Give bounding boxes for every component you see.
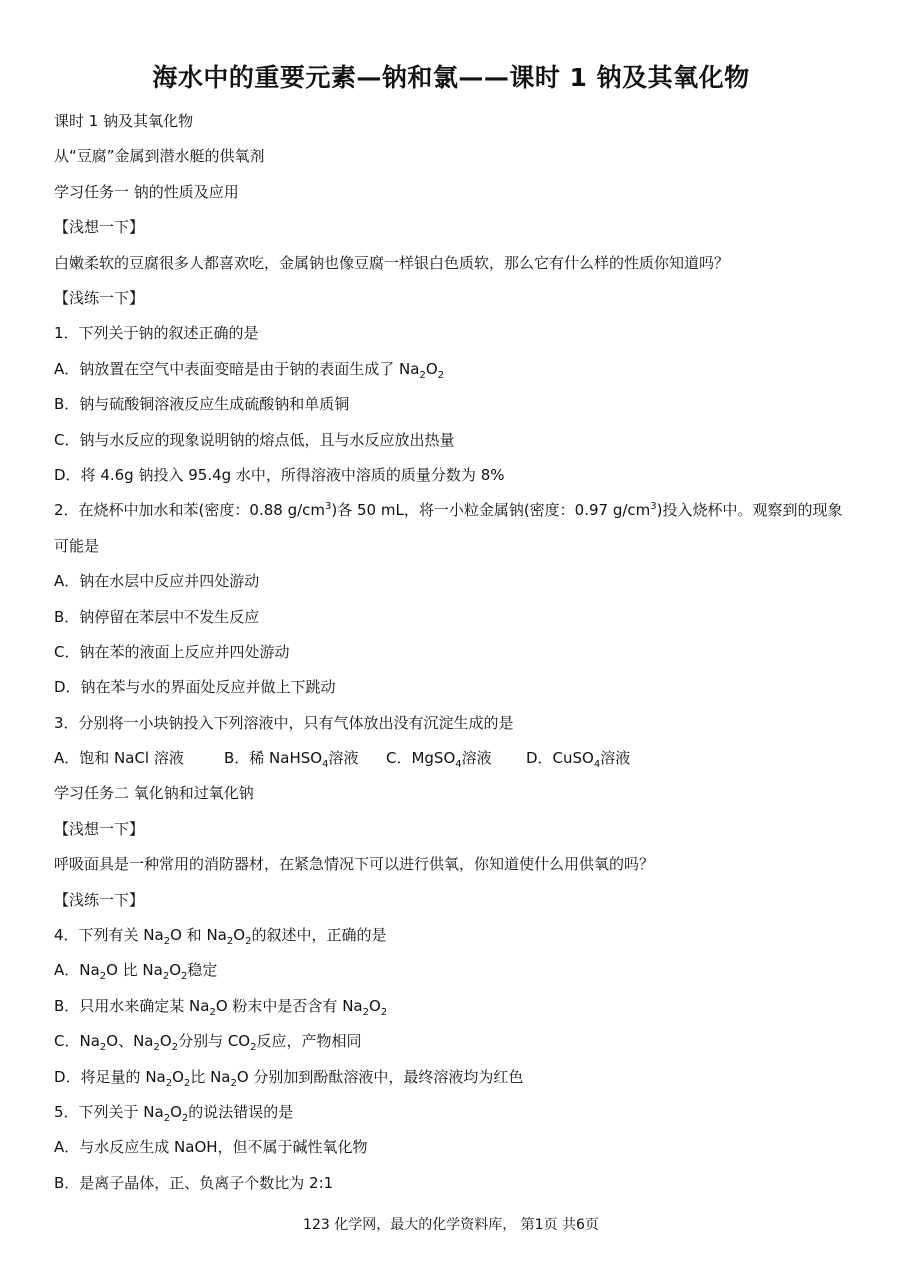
question-1-option-a: A．钠放置在空气中表面变暗是由于钠的表面生成了 $Na_2O_2$	[54, 359, 445, 381]
think-label-1: 【浅想一下】	[54, 218, 145, 237]
page-title: 海水中的重要元素—钠和氯——课时 1 钠及其氧化物	[152, 63, 750, 92]
document-body	[54, 104, 854, 1201]
question-1-option-c: C．钠与水反应的现象说明钠的熔点低，且与水反应放出热量	[54, 430, 455, 449]
question-4-option-c: C．$Na_2O$、$Na_2O_2$分别与 $CO_2$反应，产物相同	[54, 1032, 362, 1054]
question-5: 5．下列关于 $Na_2O_2$的说法错误的是	[54, 1102, 294, 1124]
task-two-heading: 学习任务二 氧化钠和过氧化钠	[54, 784, 254, 803]
question-3-option-b: B．稀 NaHSO$_4$溶液	[224, 749, 359, 771]
practice-label-2: 【浅练一下】	[54, 890, 145, 909]
think-question-1: 白嫩柔软的豆腐很多人都喜欢吃，金属钠也像豆腐一样银白色质软，那么它有什么样的性质你知道吗？	[54, 253, 730, 272]
lesson-subtitle: 从“豆腐”金属到潜水艇的供氧剂	[54, 147, 265, 166]
question-2: 2．在烧杯中加水和苯(密度：0.88 $g/cm^3$)各 50 mL，将一小粒金属钠(密度：0.97 $g/cm^3$)投入烧杯中。观察到的现象可能是	[54, 501, 843, 555]
question-3-options	[54, 741, 854, 776]
question-1-option-d: D．将 4.6g 钠投入 95.4g 水中，所得溶液中溶质的质量分数为 8%	[54, 465, 505, 484]
question-2-option-a: A．钠在水层中反应并四处游动	[54, 572, 260, 591]
question-3-option-d: D．CuSO$_4$溶液	[526, 749, 631, 771]
question-4-option-d: D．将足量的 $Na_2O_2$比 $Na_2O$ 分别加到酚酞溶液中，最终溶液均为红色	[54, 1067, 524, 1089]
question-1: 1．下列关于钠的叙述正确的是	[54, 324, 259, 343]
question-5-option-a: A．与水反应生成 NaOH，但不属于碱性氧化物	[54, 1138, 368, 1157]
question-4-option-a: A．$Na_2O$ 比 $Na_2O_2$稳定	[54, 961, 218, 983]
question-4-option-b: B．只用水来确定某 $Na_2O$ 粉末中是否含有 $Na_2O_2$	[54, 996, 388, 1018]
page-footer: 123 化学网，最大的化学资料库， 第1页 共6页	[303, 1217, 599, 1233]
question-3-option-a: A．饱和 NaCl 溶液	[54, 749, 184, 768]
question-5-option-b: B．是离子晶体，正、负离子个数比为 2:1	[54, 1173, 334, 1192]
think-label-2: 【浅想一下】	[54, 819, 145, 838]
question-4: 4．下列有关 $Na_2O$ 和 $Na_2O_2$的叙述中，正确的是	[54, 926, 387, 948]
think-question-2: 呼吸面具是一种常用的消防器材，在紧急情况下可以进行供氧，你知道使什么用供氧的吗？	[54, 855, 655, 874]
question-3: 3．分别将一小块钠投入下列溶液中，只有气体放出没有沉淀生成的是	[54, 713, 514, 732]
question-2-option-d: D．钠在苯与水的界面处反应并做上下跳动	[54, 678, 336, 697]
practice-label-1: 【浅练一下】	[54, 288, 145, 307]
lesson-heading: 课时 1 钠及其氧化物	[54, 112, 194, 130]
question-2-option-b: B．钠停留在苯层中不发生反应	[54, 607, 260, 626]
question-2-option-c: C．钠在苯的液面上反应并四处游动	[54, 642, 290, 661]
question-1-option-b: B．钠与硫酸铜溶液反应生成硫酸钠和单质铜	[54, 395, 350, 414]
task-one-heading: 学习任务一 钠的性质及应用	[54, 182, 239, 201]
question-3-option-c: C．MgSO$_4$溶液	[386, 749, 492, 771]
